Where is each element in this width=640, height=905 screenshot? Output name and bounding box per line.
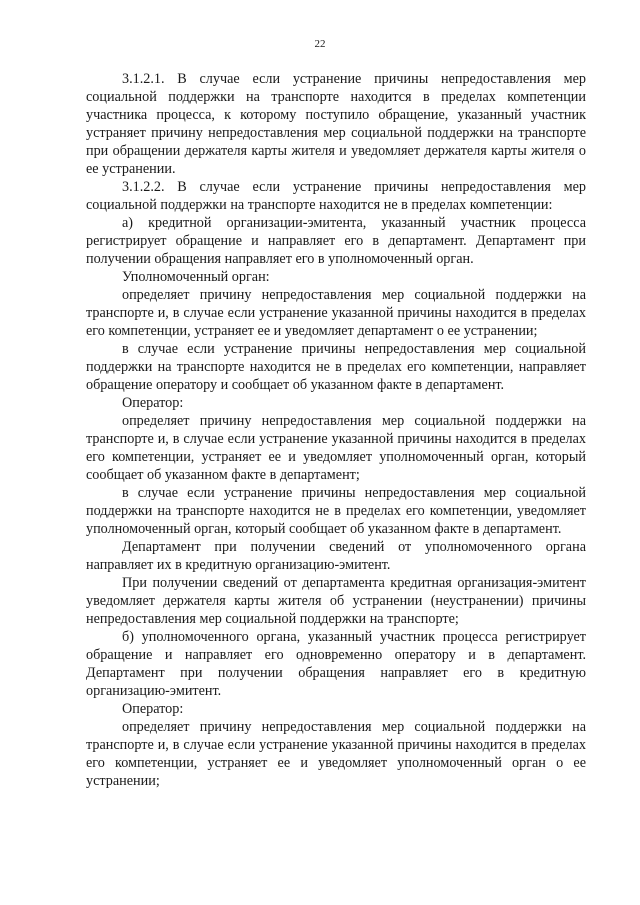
paragraph-3-1-2-2: 3.1.2.2. В случае если устранение причины непредоставления мер социальной поддержки на транспорте находится не в пределах компетенции: (86, 179, 586, 213)
paragraph: определяет причину непредоставления мер социальной поддержки на транспорте и, в случае если устранение указанной причины находится в пределах его компетенции, устраняет ее и уведомляет уполномоченный орган о ее устранении; (86, 719, 586, 789)
page-number: 22 (314, 38, 326, 50)
paragraph: определяет причину непредоставления мер социальной поддержки на транспорте и, в случае если устранение указанной причины находится в пределах его компетенции, устраняет ее и уведомляет департамент о ее устранении; (86, 287, 586, 339)
paragraph-3-1-2-1: 3.1.2.1. В случае если устранение причины непредоставления мер социальной поддержки на транспорте находится в пределах компетенции участника процесса, к которому поступило обращение, указанный участник устраняет причину непредоставления мер социальной поддержки на транспорте при обращении держателя карты жителя и уведомляет держателя карты жителя о ее устранении. (86, 71, 586, 177)
paragraph-item-a: а) кредитной организации-эмитента, указанный участник процесса регистрирует обращение и направляет его в департамент. Департамент при получении обращения направляет его в уполномоченный орган. (86, 215, 586, 267)
paragraph-heading-operator: Оператор: (122, 395, 184, 411)
paragraph: Департамент при получении сведений от уполномоченного органа направляет их в кредитную организацию-эмитент. (86, 539, 586, 573)
paragraph: При получении сведений от департамента кредитная организация-эмитент уведомляет держателя карты жителя об устранении (неустранении) причины непредоставления мер социальной поддержки на транспорте; (86, 575, 586, 627)
document-body (86, 70, 586, 790)
paragraph-heading-operator: Оператор: (122, 701, 184, 717)
paragraph: в случае если устранение причины непредоставления мер социальной поддержки на транспорте находится не в пределах его компетенции, уведомляет уполномоченный орган, который сообщает об указанном факте в департамент. (86, 485, 586, 537)
paragraph: определяет причину непредоставления мер социальной поддержки на транспорте и, в случае если устранение указанной причины находится в пределах его компетенции, устраняет ее и уведомляет уполномоченный орган, который сообщает об указанном факте в департамент; (86, 413, 586, 483)
paragraph: в случае если устранение причины непредоставления мер социальной поддержки на транспорте находится не в пределах его компетенции, направляет обращение оператору и сообщает об указанном факте в департамент. (86, 341, 586, 393)
paragraph-item-b: б) уполномоченного органа, указанный участник процесса регистрирует обращение и направляет его одновременно оператору и в департамент. Департамент при получении обращения направляет его в кредитную организацию-эмитент. (86, 629, 586, 699)
paragraph-heading-authorized-body: Уполномоченный орган: (122, 269, 270, 285)
